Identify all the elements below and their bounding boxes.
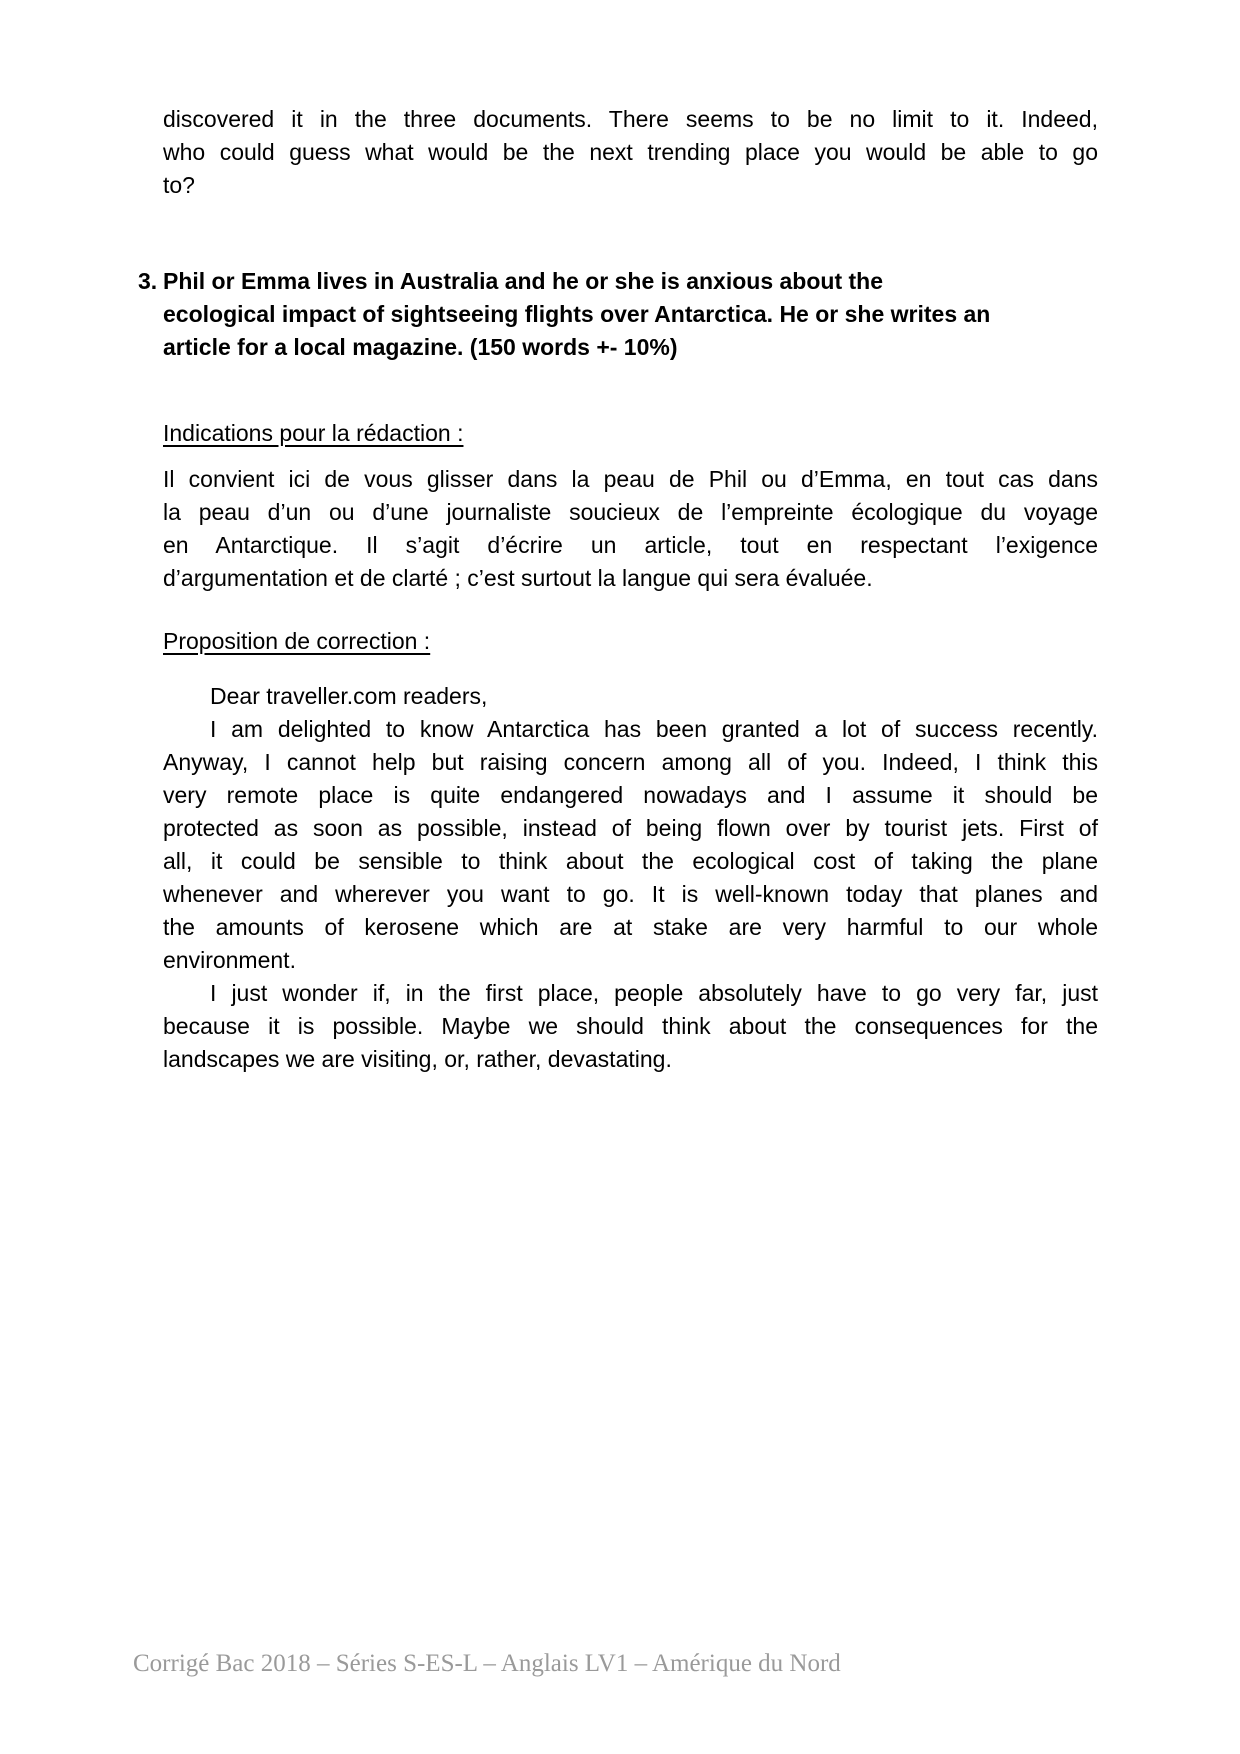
text-line: landscapes we are visiting, or, rather, devastating.	[163, 1046, 672, 1072]
indications-heading: Indications pour la rédaction :	[163, 420, 464, 446]
text-line: to?	[163, 172, 195, 198]
question-item	[138, 265, 1098, 364]
correction-heading: Proposition de correction :	[163, 628, 431, 654]
text-line: all, it could be sensible to think about the ecological cost of taking the plane	[163, 848, 1098, 874]
text-line: environment.	[163, 947, 296, 973]
text-line: en Antarctique. Il s’agit d’écrire un article, tout en respectant l’exigence	[163, 532, 1098, 558]
text-line: Il convient ici de vous glisser dans la peau de Phil ou d’Emma, en tout cas dans	[163, 466, 1098, 492]
letter-salutation: Dear traveller.com readers,	[210, 683, 488, 709]
text-line: la peau d’un ou d’une journaliste soucieux de l’empreinte écologique du voyage	[163, 499, 1098, 525]
letter-paragraph-1	[163, 713, 1098, 977]
text-line: ecological impact of sightseeing flights over Antarctica. He or she writes an	[163, 301, 991, 327]
text-line: very remote place is quite endangered nowadays and I assume it should be	[163, 782, 1098, 808]
intro-paragraph	[163, 103, 1098, 202]
indications-paragraph	[163, 463, 1098, 595]
letter-paragraph-2	[163, 977, 1098, 1076]
text-line: protected as soon as possible, instead of being flown over by tourist jets. First of	[163, 815, 1098, 841]
text-line: Phil or Emma lives in Australia and he or she is anxious about the	[163, 268, 883, 294]
text-line: article for a local magazine. (150 words +- 10%)	[163, 334, 678, 360]
question-text	[163, 265, 1098, 364]
text-line: the amounts of kerosene which are at stake are very harmful to our whole	[163, 914, 1098, 940]
text-line: who could guess what would be the next trending place you would be able to go	[163, 139, 1098, 165]
question-number: 3.	[138, 268, 158, 294]
text-line: whenever and wherever you want to go. It is well-known today that planes and	[163, 881, 1098, 907]
text-line: discovered it in the three documents. There seems to be no limit to it. Indeed,	[163, 106, 1098, 132]
text-line: d’argumentation et de clarté ; c’est surtout la langue qui sera évaluée.	[163, 565, 873, 591]
text-line: I just wonder if, in the first place, people absolutely have to go very far, just	[210, 980, 1098, 1006]
text-line: Anyway, I cannot help but raising concern among all of you. Indeed, I think this	[163, 749, 1098, 775]
letter-body	[163, 680, 1098, 1076]
text-line: I am delighted to know Antarctica has been granted a lot of success recently.	[210, 716, 1098, 742]
page-footer: Corrigé Bac 2018 – Séries S-ES-L – Anglais LV1 – Amérique du Nord	[133, 1650, 841, 1677]
text-line: because it is possible. Maybe we should think about the consequences for the	[163, 1013, 1098, 1039]
